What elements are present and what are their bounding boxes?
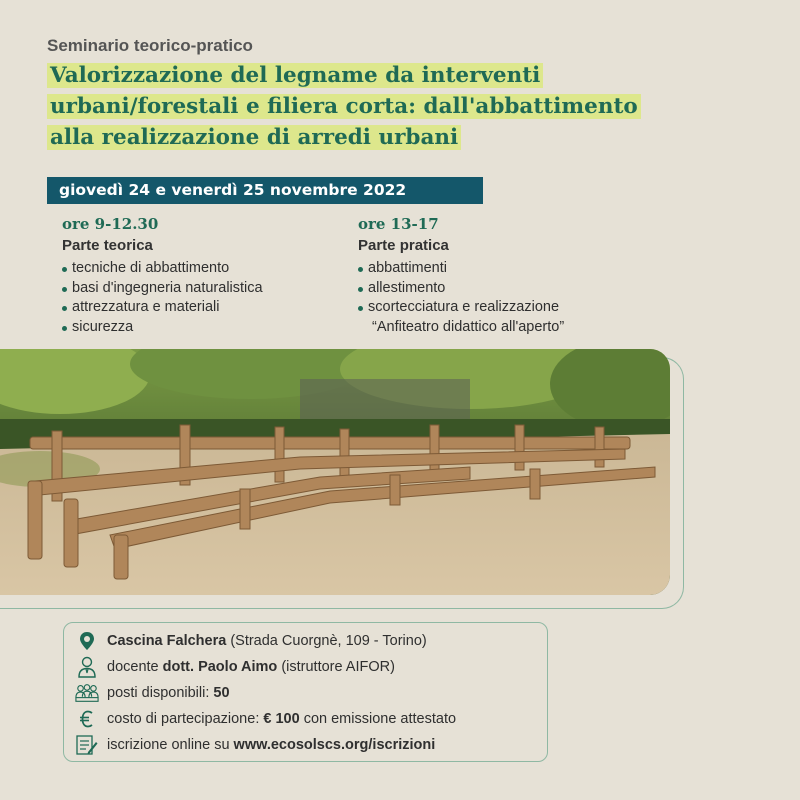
kicker: Seminario teorico-pratico — [47, 36, 253, 55]
title-line-3: alla realizzazione di arredi urbani — [47, 125, 461, 150]
list-item-continuation: “Anfiteatro didattico all'aperto” — [372, 318, 565, 335]
teacher-row: docente dott. Paolo Aimo (istruttore AIFOR) — [75, 656, 395, 678]
seminar-title — [47, 60, 747, 153]
list-item: sicurezza — [62, 318, 352, 338]
date-bar: giovedì 24 e venerdì 25 novembre 2022 — [47, 177, 483, 204]
bullet-icon — [62, 306, 67, 311]
practice-hours: ore 13-17 — [358, 215, 439, 233]
bullet-icon — [62, 326, 67, 331]
location-row: Cascina Falchera (Strada Cuorgnè, 109 - Torino) — [75, 630, 427, 652]
list-item: allestimento — [358, 279, 658, 299]
euro-icon — [75, 708, 99, 730]
bullet-icon — [358, 287, 363, 292]
signup-row: iscrizione online su www.ecosolscs.org/iscrizioni — [75, 734, 435, 756]
title-line-1: Valorizzazione del legname da interventi — [47, 63, 543, 88]
theory-hours: ore 9-12.30 — [62, 215, 159, 233]
form-icon — [75, 734, 99, 756]
list-item: basi d'ingegneria naturalistica — [62, 279, 352, 299]
practice-label: Parte pratica — [358, 237, 449, 254]
bullet-icon — [358, 306, 363, 311]
title-line-2: urbani/forestali e filiera corta: dall'abbattimento — [47, 94, 641, 119]
theory-label: Parte teorica — [62, 237, 153, 254]
amphitheatre-photo — [0, 349, 670, 595]
practice-column — [358, 215, 658, 337]
practice-list — [358, 259, 658, 337]
list-item: abbattimenti — [358, 259, 658, 279]
theory-list — [62, 259, 352, 337]
bullet-icon — [358, 267, 363, 272]
cost-row: costo di partecipazione: € 100 con emissione attestato — [75, 708, 456, 730]
list-item: scortecciatura e realizzazione “Anfiteatro didattico all'aperto” — [358, 298, 658, 337]
bullet-icon — [62, 287, 67, 292]
signup-link[interactable]: www.ecosolscs.org/iscrizioni — [233, 737, 436, 753]
seats-row: posti disponibili: 50 — [75, 682, 230, 704]
bullet-icon — [62, 267, 67, 272]
theory-column — [62, 215, 352, 337]
list-item: tecniche di abbattimento — [62, 259, 352, 279]
group-icon — [75, 682, 99, 704]
list-item: attrezzatura e materiali — [62, 298, 352, 318]
person-icon — [75, 656, 99, 678]
map-pin-icon — [75, 630, 99, 652]
